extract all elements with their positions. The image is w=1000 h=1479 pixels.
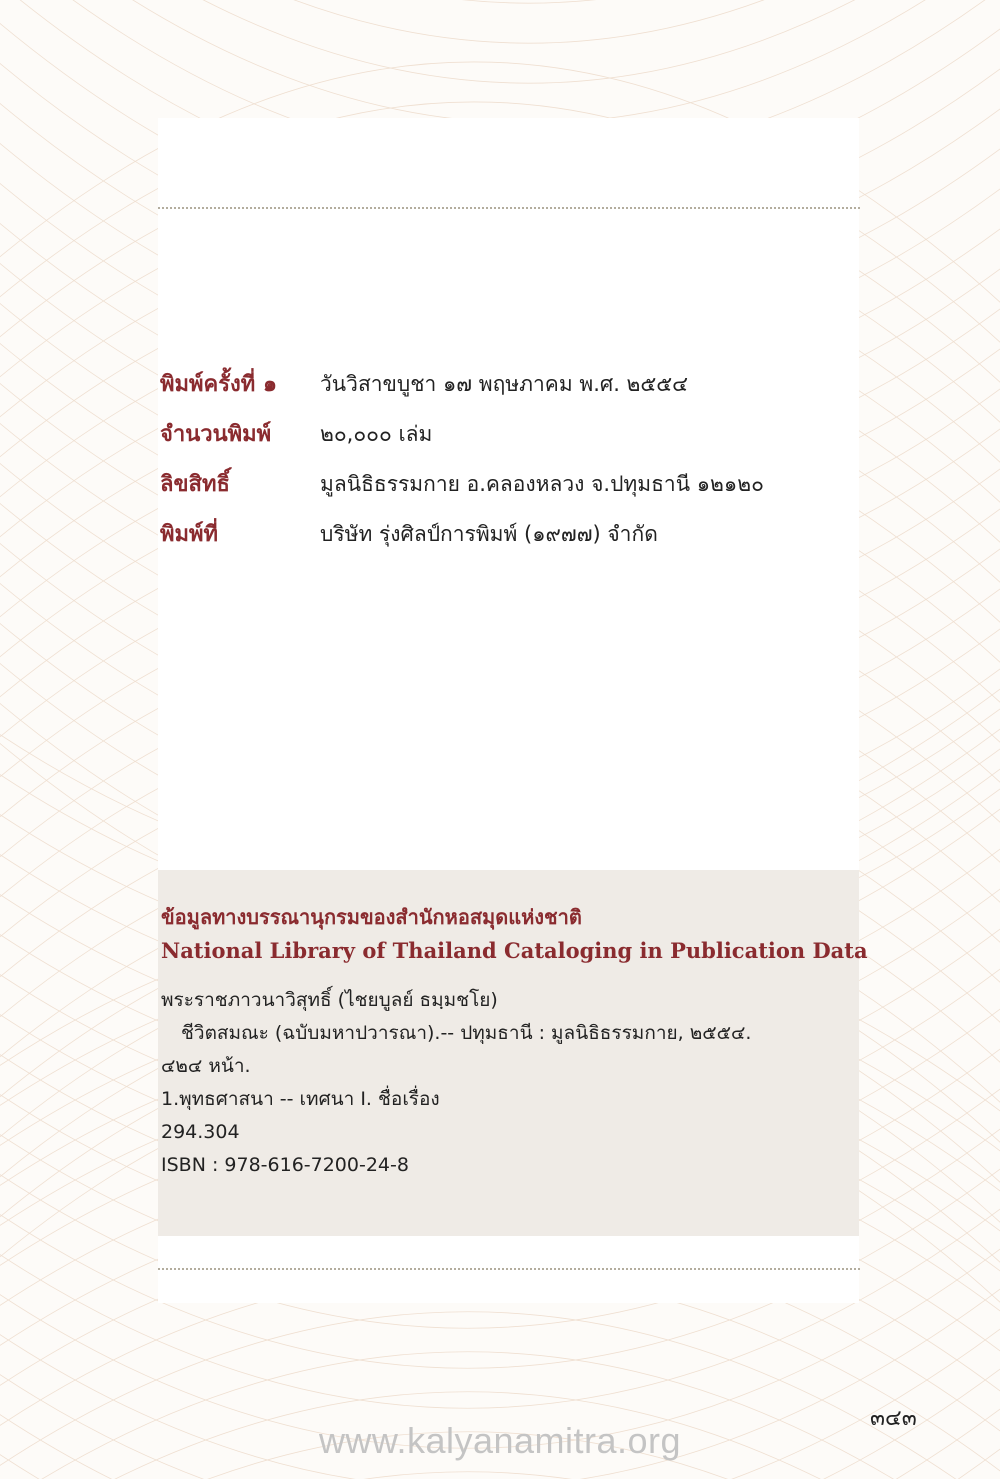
pub-value: มูลนิธิธรรมกาย อ.คลองหลวง จ.ปทุมธานี ๑๒๑๒๐ [320,472,764,496]
pub-label: ลิขสิทธิ์ [160,471,230,497]
bottom-dotted-divider [158,1268,860,1270]
page-number: ๓๔๓ [870,1406,917,1431]
pub-label: พิมพ์ที่ [160,521,219,547]
cip-subjects: 1.พุทธศาสนา -- เทศนา I. ชื่อเรื่อง [161,1088,440,1110]
cip-classification: 294.304 [161,1121,240,1143]
pub-row-edition [160,366,764,416]
cip-title-english: National Library of Thailand Cataloging in Publication Data [161,938,868,963]
pub-label: จำนวนพิมพ์ [160,421,272,447]
pub-row-printer [160,516,764,566]
cip-author: พระราชภาวนาวิสุทธิ์ (ไชยบูลย์ ธมฺมชโย) [161,989,498,1011]
cip-isbn: ISBN : 978-616-7200-24-8 [161,1154,409,1176]
top-dotted-divider [158,207,860,209]
cip-pages: ๔๒๔ หน้า. [161,1055,251,1077]
pub-value: วันวิสาขบูชา ๑๗ พฤษภาคม พ.ศ. ๒๕๕๔ [320,372,689,396]
publication-info [160,366,764,566]
cip-title-line: ชีวิตสมณะ (ฉบับมหาปวารณา).-- ปทุมธานี : มูลนิธิธรรมกาย, ๒๕๕๔. [181,1022,752,1044]
cip-body [161,984,859,1182]
pub-row-copyright [160,466,764,516]
pub-value: บริษัท รุ่งศิลป์การพิมพ์ (๑๙๗๗) จำกัด [320,522,658,546]
cip-title-thai: ข้อมูลทางบรรณานุกรมของสำนักหอสมุดแห่งชาติ [161,905,582,929]
pub-label: พิมพ์ครั้งที่ ๑ [160,371,277,397]
watermark-url: www.kalyanamitra.org [318,1420,682,1461]
pub-row-copies [160,416,764,466]
cip-block [158,870,868,1236]
pub-value: ๒๐,๐๐๐ เล่ม [320,422,433,446]
